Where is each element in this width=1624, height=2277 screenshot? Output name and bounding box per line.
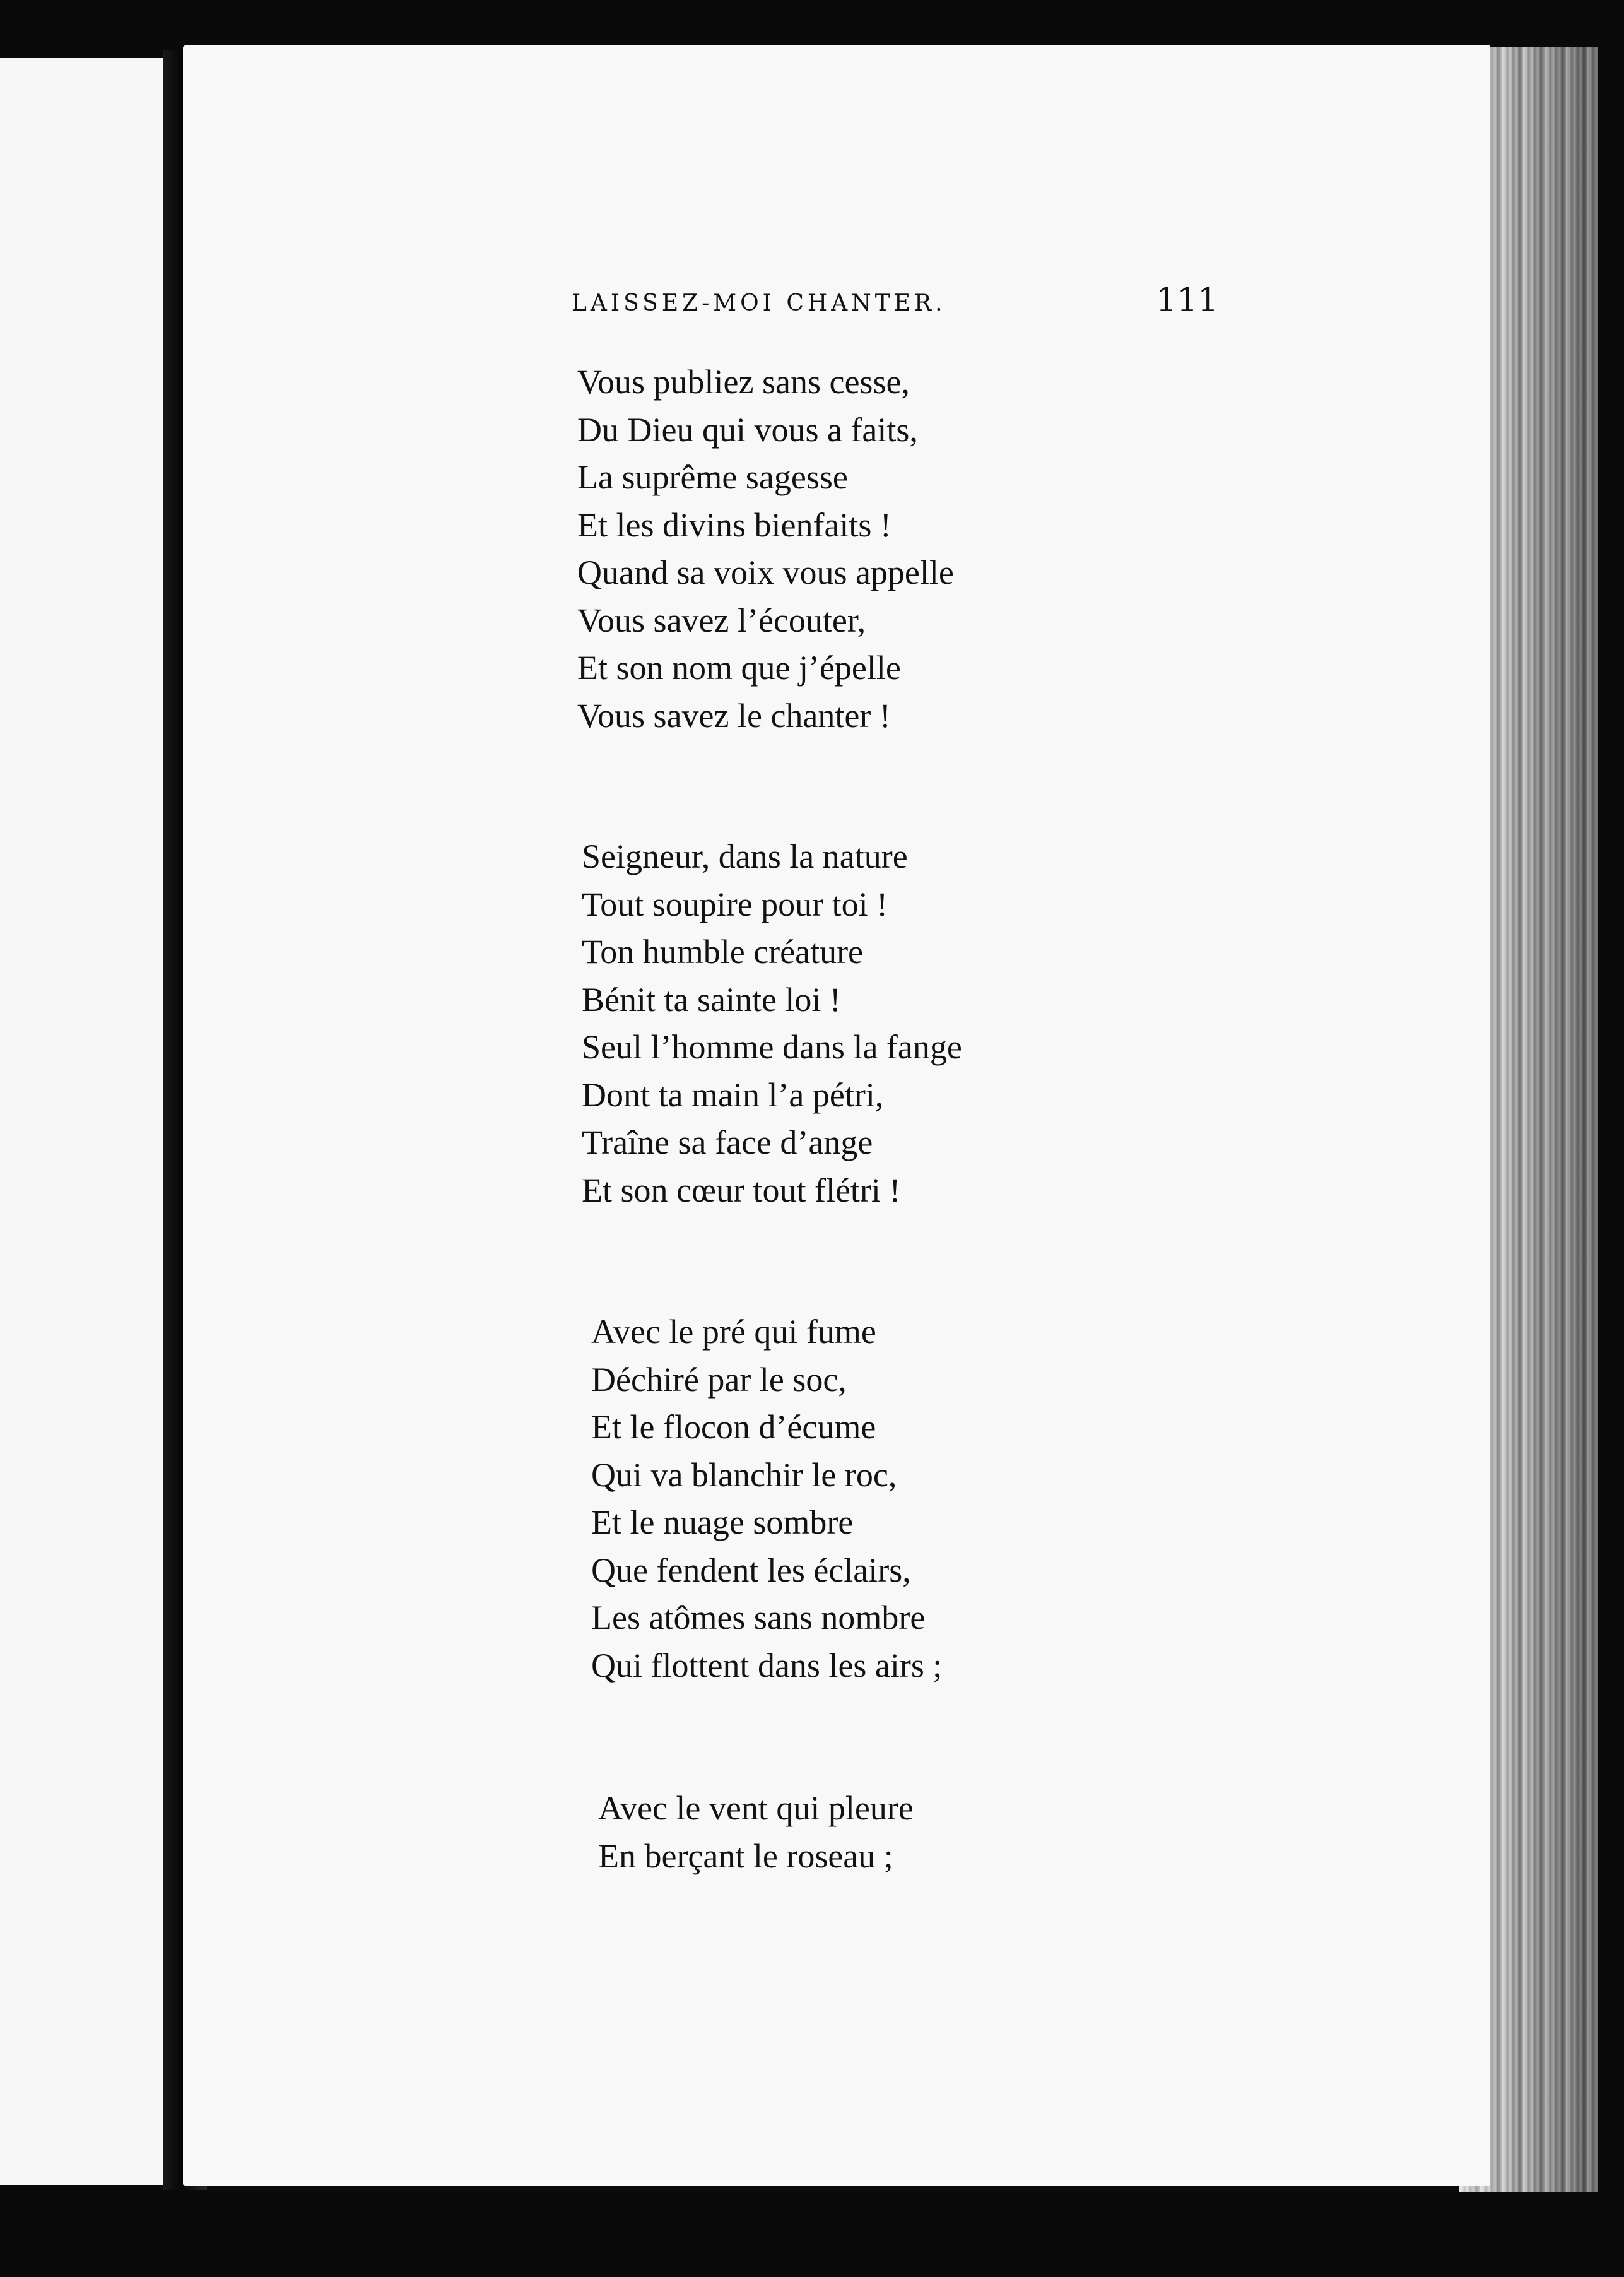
verse-line: Qui flottent dans les airs ;: [591, 1646, 943, 1684]
verse-line: Et son cœur tout flétri !: [582, 1171, 901, 1209]
verse-line: Et son nom que j’épelle: [577, 649, 901, 687]
verse-line: Du Dieu qui vous a faits,: [577, 410, 918, 449]
verse-line: Vous publiez sans cesse,: [577, 363, 910, 401]
verse-line: Que fendent les éclairs,: [591, 1551, 911, 1589]
verse-line: Et le flocon d’écume: [591, 1408, 876, 1446]
verse-line: En berçant le roseau ;: [598, 1836, 893, 1875]
page-number: 111: [1156, 281, 1219, 319]
verse-line: Qui va blanchir le roc,: [591, 1455, 897, 1494]
verse-line: Vous savez le chanter !: [577, 696, 891, 735]
verse-line: Déchiré par le soc,: [591, 1360, 847, 1399]
verse-line: Avec le vent qui pleure: [598, 1789, 914, 1827]
verse-line: Et le nuage sombre: [591, 1503, 854, 1541]
verse-line: Dont ta main l’a pétri,: [582, 1075, 884, 1114]
stanza: [582, 833, 962, 1214]
verse-line: Traîne sa face d’ange: [582, 1123, 873, 1161]
verse-line: Bénit ta sainte loi !: [582, 980, 841, 1019]
stanza: [598, 1785, 914, 1880]
left-facing-page: [0, 58, 163, 2185]
verse-line: Avec le pré qui fume: [591, 1313, 876, 1351]
stanza: [577, 358, 954, 740]
verse-line: Seul l’homme dans la fange: [582, 1028, 962, 1066]
verse-line: Quand sa voix vous appelle: [577, 553, 954, 591]
stanza: [591, 1308, 942, 1689]
verse-line: La suprême sagesse: [577, 458, 848, 496]
verse-line: Seigneur, dans la nature: [582, 837, 908, 875]
verse-line: Les atômes sans nombre: [591, 1599, 926, 1636]
verse-line: Tout soupire pour toi !: [582, 885, 888, 923]
verse-line: Ton humble créature: [582, 933, 864, 971]
running-head: LAISSEZ-MOI CHANTER.: [572, 290, 946, 316]
verse-line: Et les divins bienfaits !: [577, 506, 891, 544]
verse-line: Vous savez l’écouter,: [577, 601, 866, 639]
